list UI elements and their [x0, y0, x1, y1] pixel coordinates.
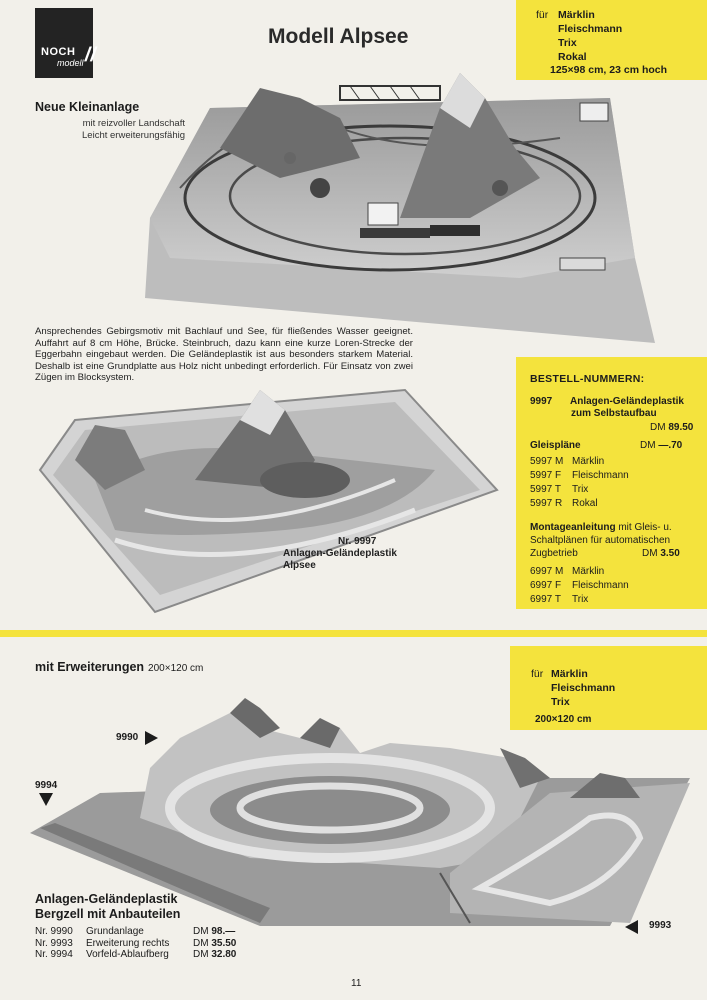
extension-heading [35, 660, 203, 674]
plan-number: 5997 M [530, 456, 564, 467]
manual-name: Fleischmann [572, 580, 629, 591]
part-name: Vorfeld-Ablaufberg [86, 949, 169, 960]
caption-number: Nr. 9997 [338, 536, 377, 547]
brand-item: Märklin [558, 9, 595, 21]
price-currency: DM [642, 548, 658, 559]
price-currency: DM [193, 949, 209, 960]
plan-number: 5997 R [530, 498, 563, 509]
plan-name: Trix [572, 484, 589, 495]
price-value: 35.50 [211, 937, 237, 949]
manual-row [530, 594, 588, 606]
noch-logo [35, 8, 99, 78]
price-value: 89.50 [668, 422, 694, 433]
manual-number: 6997 T [530, 594, 561, 605]
part-number: Nr. 9993 [35, 937, 73, 949]
manual-title: Montageanleitung [530, 522, 616, 533]
part-row [35, 949, 236, 961]
brand-item: Trix [558, 37, 577, 49]
terrain-plastic-photo [35, 380, 500, 615]
marker-9994-label: 9994 [35, 780, 58, 791]
manual-name: Märklin [572, 566, 605, 577]
bergzell-title-line: Anlagen-Geländeplastik [35, 892, 178, 906]
page-number: 11 [351, 978, 362, 989]
manual-text: Zugbetrieb [530, 548, 578, 559]
plan-name: Märklin [572, 456, 605, 467]
price-value: 3.50 [660, 548, 680, 559]
price-value: —.70 [658, 440, 683, 451]
price-value: 32.80 [211, 949, 237, 960]
brand-item: Trix [551, 696, 570, 708]
plan-number: 5997 F [530, 470, 562, 481]
part-number: Nr. 9990 [35, 926, 73, 937]
part-number: Nr. 9994 [35, 949, 73, 960]
bergzell-title [35, 892, 180, 922]
intro-line: Leicht erweiterungsfähig [82, 130, 185, 141]
manual-line [530, 522, 672, 534]
manual-number: 6997 M [530, 566, 564, 577]
layout-photo-alpsee [140, 68, 665, 350]
part-price [193, 938, 236, 950]
item-price [650, 422, 693, 434]
item-name: Anlagen-Geländeplastik [570, 396, 684, 407]
brand-item: Rokal [558, 51, 587, 63]
dimensions: 125×98 cm, 23 cm hoch [550, 64, 668, 76]
arrow-down-icon [39, 793, 53, 806]
intro-line: mit reizvoller Landschaft [82, 118, 185, 129]
plan-row [530, 470, 629, 482]
marker-9993-label: 9993 [649, 920, 672, 931]
plan-number: 5997 T [530, 484, 561, 495]
manual-row [530, 580, 629, 592]
manual-price [642, 548, 680, 560]
manual-text: mit Gleis- u. [618, 522, 672, 533]
price-value: 98.— [211, 926, 236, 937]
photo2-caption [283, 536, 397, 572]
extension-title: mit Erweiterungen [35, 660, 145, 674]
plan-row [530, 498, 598, 510]
arrow-right-icon [145, 731, 158, 745]
logo-word-modell: modell [57, 58, 84, 68]
dimensions: 200×120 cm [535, 714, 592, 725]
price-currency: DM [193, 926, 209, 937]
plan-row [530, 456, 604, 468]
part-row [35, 926, 236, 938]
marker-9990-label: 9990 [116, 732, 139, 743]
part-name: Grundanlage [86, 926, 144, 937]
page-title: Modell Alpsee [268, 25, 409, 48]
plans-title: Gleispläne [530, 440, 581, 451]
manual-name: Trix [572, 594, 589, 605]
arrow-left-icon [625, 920, 638, 934]
plan-name: Rokal [572, 498, 598, 509]
brand-item: Fleischmann [558, 23, 623, 35]
manual-number: 6997 F [530, 580, 562, 591]
extension-dimensions: 200×120 cm [148, 663, 204, 674]
part-row [35, 938, 236, 950]
order-numbers-box [516, 357, 707, 609]
price-currency: DM [650, 422, 666, 433]
bergzell-title-line: Bergzell mit Anbauteilen [35, 907, 181, 921]
section-divider [0, 630, 707, 637]
brand-item: Fleischmann [551, 682, 616, 694]
price-currency: DM [193, 937, 209, 949]
for-label: für [531, 668, 544, 680]
caption-line: Alpsee [283, 560, 316, 571]
price-currency: DM [640, 440, 656, 451]
part-price [193, 949, 236, 961]
description-text: Ansprechendes Gebirgsmotiv mit Bachlauf und See, für fließendes Wasser geeignet. Auffahrt auf 8 cm Höhe, Brücke. Steinbruch, dazu kann eine kurze Loren-Strecke der Eggerbahn eingebaut werden. Die Geländeplastik ist aus besonders starkem Material. Deshalb ist eine Grundplatte aus Holz nicht unbedingt erforderlich. Für Einsatz von zwei Zügen im Blocksystem. [35, 326, 413, 383]
part-price [193, 926, 235, 938]
logo-mark: // [83, 44, 99, 66]
item-subtitle: zum Selbstaufbau [571, 408, 657, 419]
logo-word-noch: NOCH [41, 46, 76, 58]
plans-price [640, 440, 682, 452]
caption-line: Anlagen-Geländeplastik [283, 548, 397, 559]
plan-name: Fleischmann [572, 470, 629, 481]
order-heading: BESTELL-NUMMERN: [530, 373, 645, 385]
brand-item: Märklin [551, 668, 588, 680]
brand-list [536, 8, 622, 64]
manual-row [530, 566, 604, 578]
manual-text: Schaltplänen für automatischen [530, 535, 671, 546]
plan-row [530, 484, 588, 496]
for-label: für [536, 9, 549, 21]
item-number: 9997 [530, 396, 553, 407]
intro-heading: Neue Kleinanlage [35, 100, 140, 114]
parts-list [35, 926, 236, 961]
part-name: Erweiterung rechts [86, 937, 170, 949]
